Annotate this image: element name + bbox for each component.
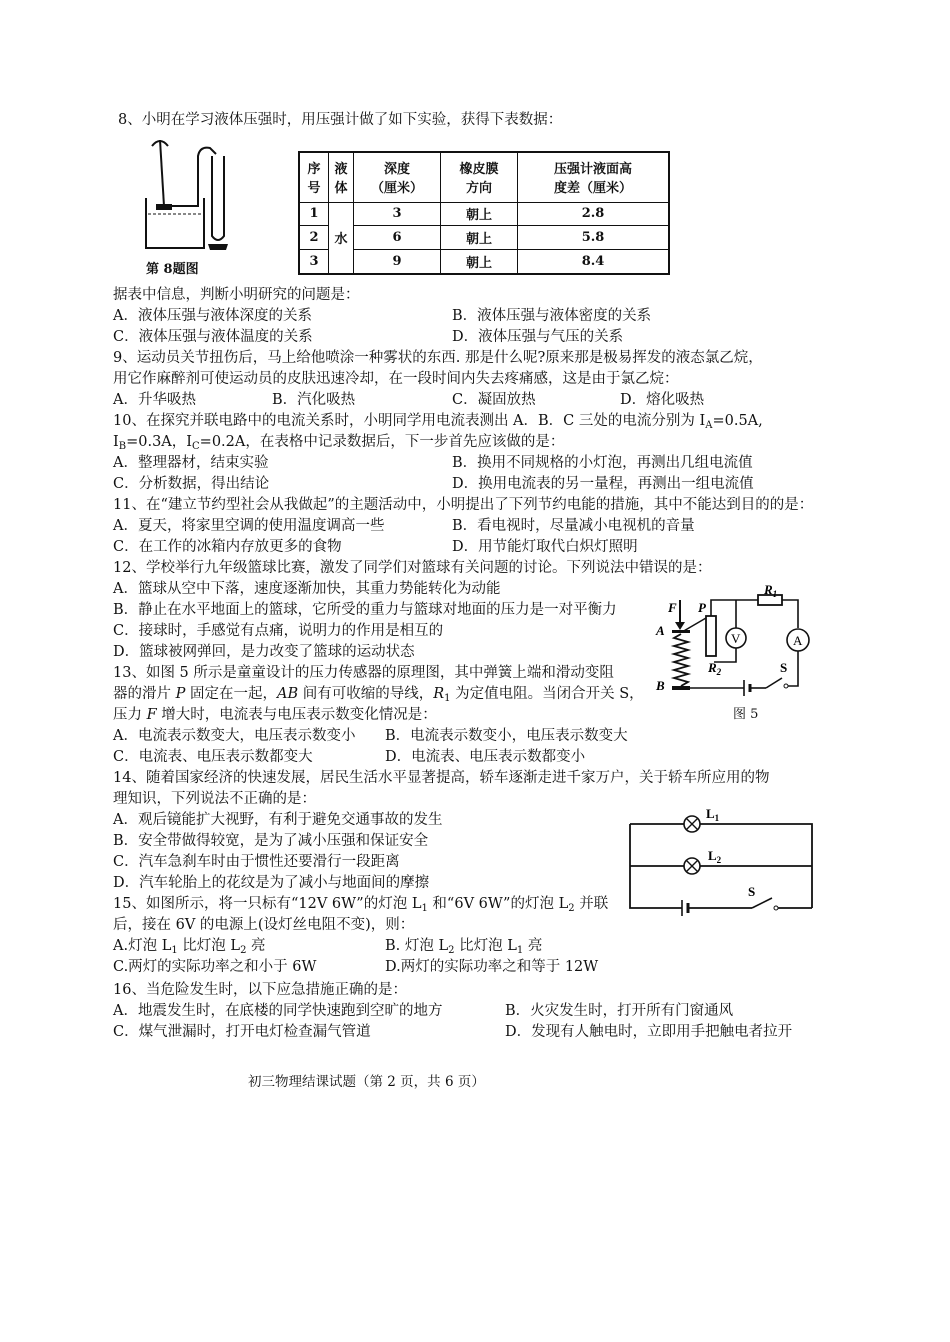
q8-data-table xyxy=(298,151,670,275)
q8-option-a: A．液体压强与液体深度的关系 xyxy=(113,308,312,324)
q14-stem-line2: 理知识，下列说法不正确的是： xyxy=(113,791,316,807)
table-header-cell: 深度 （厘米） xyxy=(354,152,441,202)
q9-option-c: C．凝固放热 xyxy=(452,392,536,408)
q11-stem: 11、在“建立节约型社会从我做起”的主题活动中，小明提出了下列节约电能的措施，其中不能达到目的的是： xyxy=(113,497,814,513)
q14-option-b: B．安全带做得较宽，是为了减小压强和保证安全 xyxy=(113,833,429,849)
label-A: A xyxy=(656,623,665,638)
q9-option-b: B．汽化吸热 xyxy=(272,392,356,408)
q8-figure-caption: 第 8题图 xyxy=(146,262,199,277)
q10-stem-line2: $I_B=0.3A$，$I_C=0.2A$，在表格中记录数据后，下一步首先应该做的是： xyxy=(113,434,565,452)
q8-stem: 8、小明在学习液体压强时，用压强计做了如下实验，获得下表数据： xyxy=(118,112,563,128)
q12-option-c: C．接球时，手感觉有点痛，说明力的作用是相互的 xyxy=(113,623,444,639)
q13-option-c: C．电流表、电压表示数都变大 xyxy=(113,749,313,765)
q10-option-d: D．换用电流表的另一量程，再测出一组电流值 xyxy=(452,476,754,492)
q14-option-c: C．汽车急刹车时由于惯性还要滑行一段距离 xyxy=(113,854,400,870)
q11-option-a: A．夏天，将家里空调的使用温度调高一些 xyxy=(113,518,385,534)
label-L2: $L_2$ xyxy=(708,848,722,865)
table-row: 1 水 3 朝上 2.8 xyxy=(299,202,669,226)
q13-stem-line2: 器的滑片 P 固定在一起，AB 间有可收缩的导线，$R_1$ 为定值电阻。当闭合开关 S， xyxy=(113,686,644,704)
ammeter-symbol: A xyxy=(793,633,803,648)
q16-option-d: D．发现有人触电时，立即用手把触电者拉开 xyxy=(505,1024,793,1040)
label-L1: $L_1$ xyxy=(706,806,720,823)
q12-stem: 12、学校举行九年级篮球比赛，激发了同学们对篮球有关问题的讨论。下列说法中错误的是： xyxy=(113,560,712,576)
q10-stem-line1: 10、在探究并联电路中的电流关系时，小明同学用电流表测出 A．B．C 三处的电流分别为 $I_A=0.5A$, xyxy=(113,413,763,431)
q10-option-a: A．整理器材，结束实验 xyxy=(113,455,269,471)
q12-option-b: B．静止在水平地面上的篮球，它所受的重力与篮球对地面的压力是一对平衡力 xyxy=(113,602,617,618)
label-B: B xyxy=(656,678,665,693)
q9-option-a: A．升华吸热 xyxy=(113,392,196,408)
label-S: S xyxy=(780,660,788,675)
q10-option-b: B．换用不同规格的小灯泡，再测出几组电流值 xyxy=(452,455,753,471)
figure5-caption: 图 5 xyxy=(733,707,759,722)
q13-stem-line1: 13、如图 5 所示是童童设计的压力传感器的原理图，其中弹簧上端和滑动变阻 xyxy=(113,665,614,681)
q15-option-c: C.两灯的实际功率之和小于 6W xyxy=(113,959,317,975)
table-header-cell: 压强计液面高 度差（厘米） xyxy=(518,152,670,202)
parallel-lamps-circuit xyxy=(622,808,822,928)
q13-option-d: D．电流表、电压表示数都变小 xyxy=(385,749,586,765)
pressure-gauge-figure xyxy=(138,136,238,256)
q13-stem-line3: 压力 F 增大时，电流表与电压表示数变化情况是： xyxy=(113,707,437,723)
label-P: P xyxy=(698,600,706,615)
q11-option-c: C．在工作的冰箱内存放更多的食物 xyxy=(113,539,342,555)
table-header-cell: 橡皮膜 方向 xyxy=(441,152,518,202)
q13-option-b: B．电流表示数变小，电压表示数变大 xyxy=(385,728,628,744)
q16-option-a: A．地震发生时，在底楼的同学快速跑到空旷的地方 xyxy=(113,1003,443,1019)
q8-option-b: B．液体压强与液体密度的关系 xyxy=(452,308,652,324)
q9-option-d: D．熔化吸热 xyxy=(620,392,705,408)
q14-option-a: A．观后镜能扩大视野，有利于避免交通事故的发生 xyxy=(113,812,443,828)
q14-option-d: D．汽车轮胎上的花纹是为了减小与地面间的摩擦 xyxy=(113,875,430,891)
q11-option-b: B．看电视时，尽量减小电视机的音量 xyxy=(452,518,695,534)
label-R2: $R_2$ xyxy=(708,660,722,677)
q8-option-d: D．液体压强与气压的关系 xyxy=(452,329,624,345)
q8-option-c: C．液体压强与液体温度的关系 xyxy=(113,329,313,345)
q16-stem: 16、当危险发生时，以下应急措施正确的是： xyxy=(113,982,407,998)
q15-stem-line1: 15、如图所示，将一只标有“12V 6W”的灯泡 $L_1$ 和“6V 6W”的灯泡 $L_2$ 并联 xyxy=(113,896,609,914)
liquid-cell: 水 xyxy=(329,202,354,274)
label-S: S xyxy=(748,884,756,899)
voltmeter-symbol: V xyxy=(731,631,741,646)
q12-option-a: A．篮球从空中下落，速度逐渐加快，其重力势能转化为动能 xyxy=(113,581,501,597)
q9-stem-line2: 用它作麻醉剂可使运动员的皮肤迅速冷却，在一段时间内失去疼痛感，这是由于氯乙烷： xyxy=(113,371,679,387)
q10-option-c: C．分析数据，得出结论 xyxy=(113,476,270,492)
q16-option-b: B．火灾发生时，打开所有门窗通风 xyxy=(505,1003,734,1019)
q14-stem-line1: 14、随着国家经济的快速发展，居民生活水平显著提高，轿车逐渐走进千家万户，关于轿车所应用的物 xyxy=(113,770,770,786)
page-footer: 初三物理结课试题（第 2 页，共 6 页） xyxy=(248,1074,485,1090)
table-header-cell: 液 体 xyxy=(329,152,354,202)
label-R1: $R_1$ xyxy=(764,582,778,599)
q11-option-d: D．用节能灯取代白炽灯照明 xyxy=(452,539,638,555)
label-F: F xyxy=(668,600,677,615)
q12-option-d: D．篮球被网弹回，是力改变了篮球的运动状态 xyxy=(113,644,415,660)
figure5-pressure-sensor-circuit xyxy=(648,582,828,700)
q15-option-d: D.两灯的实际功率之和等于 12W xyxy=(385,959,599,975)
q15-option-b: B. 灯泡 $L_2$ 比灯泡 $L_1$ 亮 xyxy=(385,938,543,956)
q16-option-c: C．煤气泄漏时，打开电灯检查漏气管道 xyxy=(113,1024,371,1040)
q9-stem-line1: 9、运动员关节扭伤后，马上给他喷涂一种雾状的东西. 那是什么呢?原来那是极易挥发的液态氯乙烷， xyxy=(113,350,763,366)
table-row: 2 6 朝上 5.8 xyxy=(299,226,669,250)
q15-stem-line2: 后，接在 6V 的电源上(设灯丝电阻不变)，则： xyxy=(113,917,415,933)
q13-option-a: A．电流表示数变大，电压表示数变小 xyxy=(113,728,356,744)
table-row: 3 9 朝上 8.4 xyxy=(299,250,669,274)
q15-option-a: A.灯泡 $L_1$ 比灯泡 $L_2$ 亮 xyxy=(113,938,266,956)
q8-prompt: 据表中信息，判断小明研究的问题是： xyxy=(113,287,360,303)
table-header-cell: 序 号 xyxy=(299,152,329,202)
